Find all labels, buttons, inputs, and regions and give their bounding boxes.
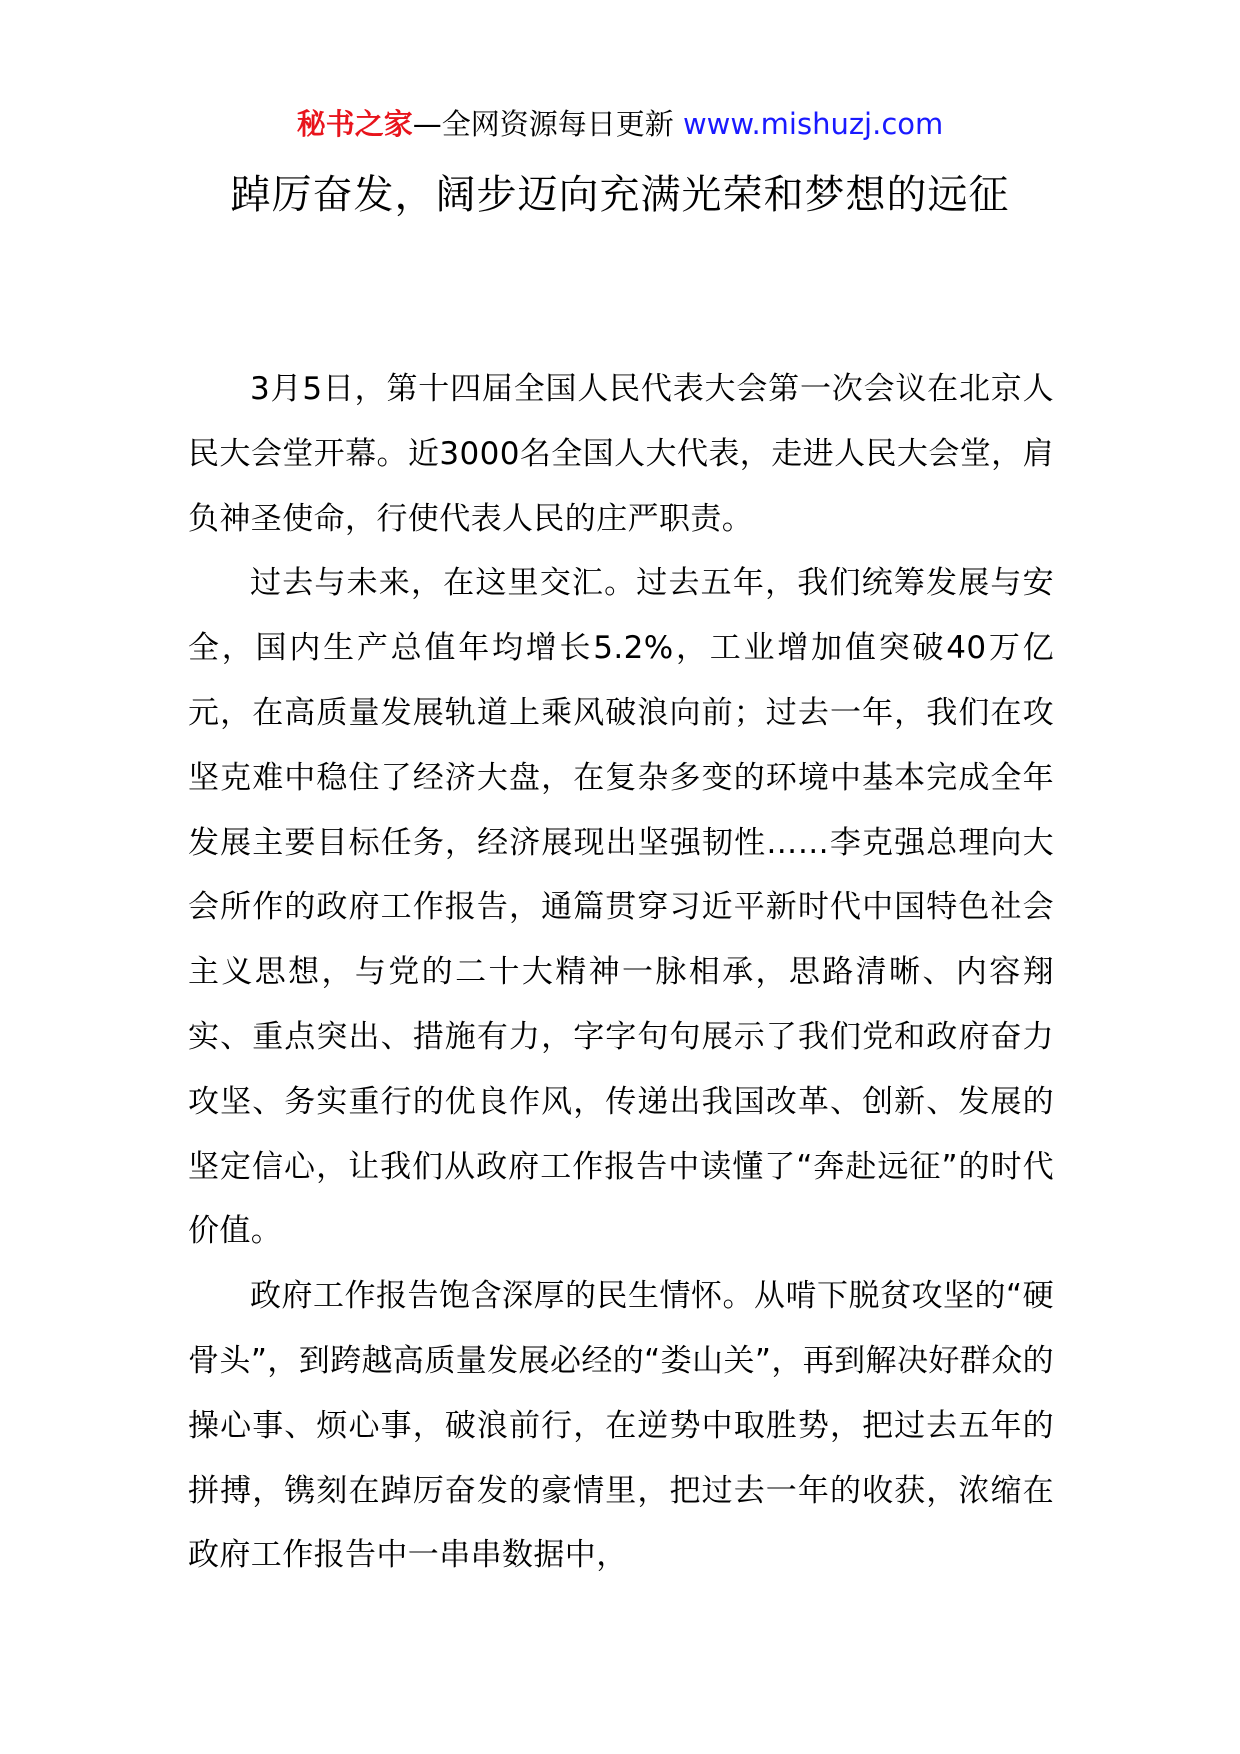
document-body bbox=[188, 357, 1054, 1588]
site-tagline: —全网资源每日更新 bbox=[412, 107, 674, 141]
paragraph-3: 政府工作报告饱含深厚的民生情怀。从啃下脱贫攻坚的“硬骨头”，到跨越高质量发展必经的“娄山关”，再到解决好群众的操心事、烦心事，破浪前行，在逆势中取胜势，把过去五年的拼搏，镌刻在踔厉奋发的豪情里，把过去一年的收获，浓缩在政府工作报告中一串串数据中， bbox=[188, 1278, 1054, 1574]
site-header bbox=[0, 100, 1240, 148]
paragraph-2: 过去与未来，在这里交汇。过去五年，我们统筹发展与安全，国内生产总值年均增长5.2%，工业增加值突破40万亿元，在高质量发展轨道上乘风破浪向前；过去一年，我们在攻坚克难中稳住了经济大盘，在复杂多变的环境中基本完成全年发展主要目标任务，经济展现出坚强韧性……李克强总理向大会所作的政府工作报告，通篇贯穿习近平新时代中国特色社会主义思想，与党的二十大精神一脉相承，思路清晰、内容翔实、重点突出、措施有力，字字句句展示了我们党和政府奋力攻坚、务实重行的优良作风，传递出我国改革、创新、发展的坚定信心，让我们从政府工作报告中读懂了“奔赴远征”的时代价值。 bbox=[188, 565, 1054, 1250]
site-brand: 秘书之家 bbox=[296, 107, 413, 141]
paragraph-1: 3月5日，第十四届全国人民代表大会第一次会议在北京人民大会堂开幕。近3000名全国人大代表，走进人民大会堂，肩负神圣使命，行使代表人民的庄严职责。 bbox=[188, 371, 1054, 537]
site-url-link[interactable]: www.mishuzj.com bbox=[682, 107, 944, 141]
document-title: 踔厉奋发，阔步迈向充满光荣和梦想的远征 bbox=[230, 172, 1010, 218]
